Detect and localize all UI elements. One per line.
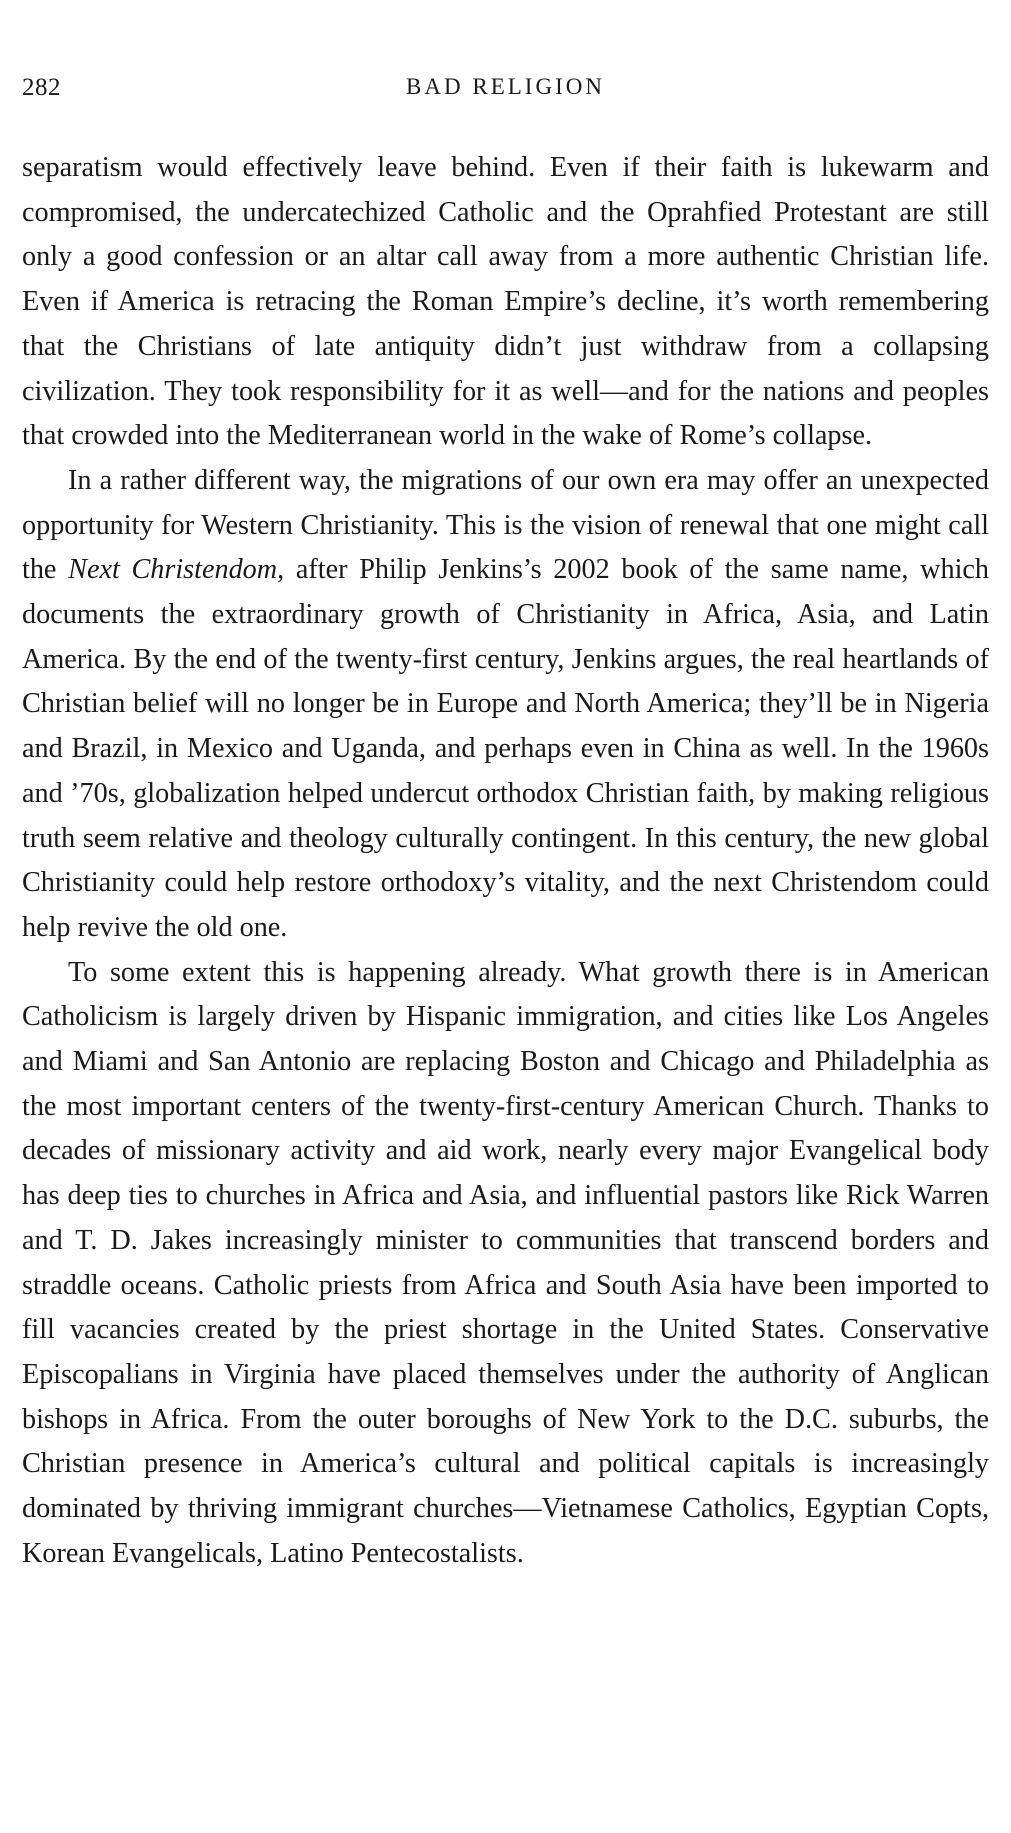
body-text: [22, 146, 989, 1577]
page-number: 282: [22, 74, 61, 101]
paragraph-2-text-after: after Philip Jenkins’s 2002 book of the same name, which documents the extraordinary growth of Christianity in Africa, Asia, and Latin America. By the end of the twenty-first century, Jenkins argues, the real heartlands of Christian belief will no longer be in Europe and North America; they’ll be in Nigeria and Brazil, in Mexico and Uganda, and perhaps even in China as well. In the 1960s and ’70s, globalization helped undercut orthodox Christian faith, by making religious truth seem relative and theology culturally contingent. In this century, the new global Christianity could help restore orthodoxy’s vitality, and the next Christendom could help revive the old one.: [22, 554, 990, 943]
paragraph-2: [22, 459, 989, 951]
paragraph-1: separatism would effectively leave behind. Even if their faith is lukewarm and compromised, the undercatechized Catholic and the Oprahfied Protestant are still only a good confession or an altar call away from a more authentic Christian life. Even if America is retracing the Roman Empire’s decline, it’s worth remembering that the Christians of late antiquity didn’t just withdraw from a collapsing civilization. They took responsibility for it as well—and for the nations and peoples that crowded into the Mediterranean world in the wake of Rome’s collapse.: [22, 152, 989, 452]
running-head: [22, 74, 989, 110]
paragraph-2-text-before: In a rather different way, the migrations of our own era may offer an unexpected opportunity for Western Christianity. This is the vision of renewal that one might call the: [22, 464, 989, 586]
book-title: BAD RELIGION: [406, 74, 605, 99]
paragraph-3: To some extent this is happening already. What growth there is in American Catholicism is largely driven by Hispanic immigration, and cities like Los Angeles and Miami and San Antonio are replacing Boston and Chicago and Philadelphia as the most important centers of the twenty-first-century American Church. Thanks to decades of missionary activity and aid work, nearly every major Evangelical body has deep ties to churches in Africa and Asia, and influential pastors like Rick Warren and T. D. Jakes increasingly minister to communities that transcend borders and straddle oceans. Catholic priests from Africa and South Asia have been imported to fill vacancies created by the priest shortage in the United States. Conservative Episcopalians in Virginia have placed themselves under the authority of Anglican bishops in Africa. From the outer boroughs of New York to the D.C. suburbs, the Christian presence in America’s cultural and political capitals is increasingly dominated by thriving immigrant churches—Vietnamese Catholics, Egyptian Copts, Korean Evangelicals, Latino Pentecostalists.: [22, 956, 989, 1569]
book-title-italic: Next Christendom,: [68, 554, 285, 586]
